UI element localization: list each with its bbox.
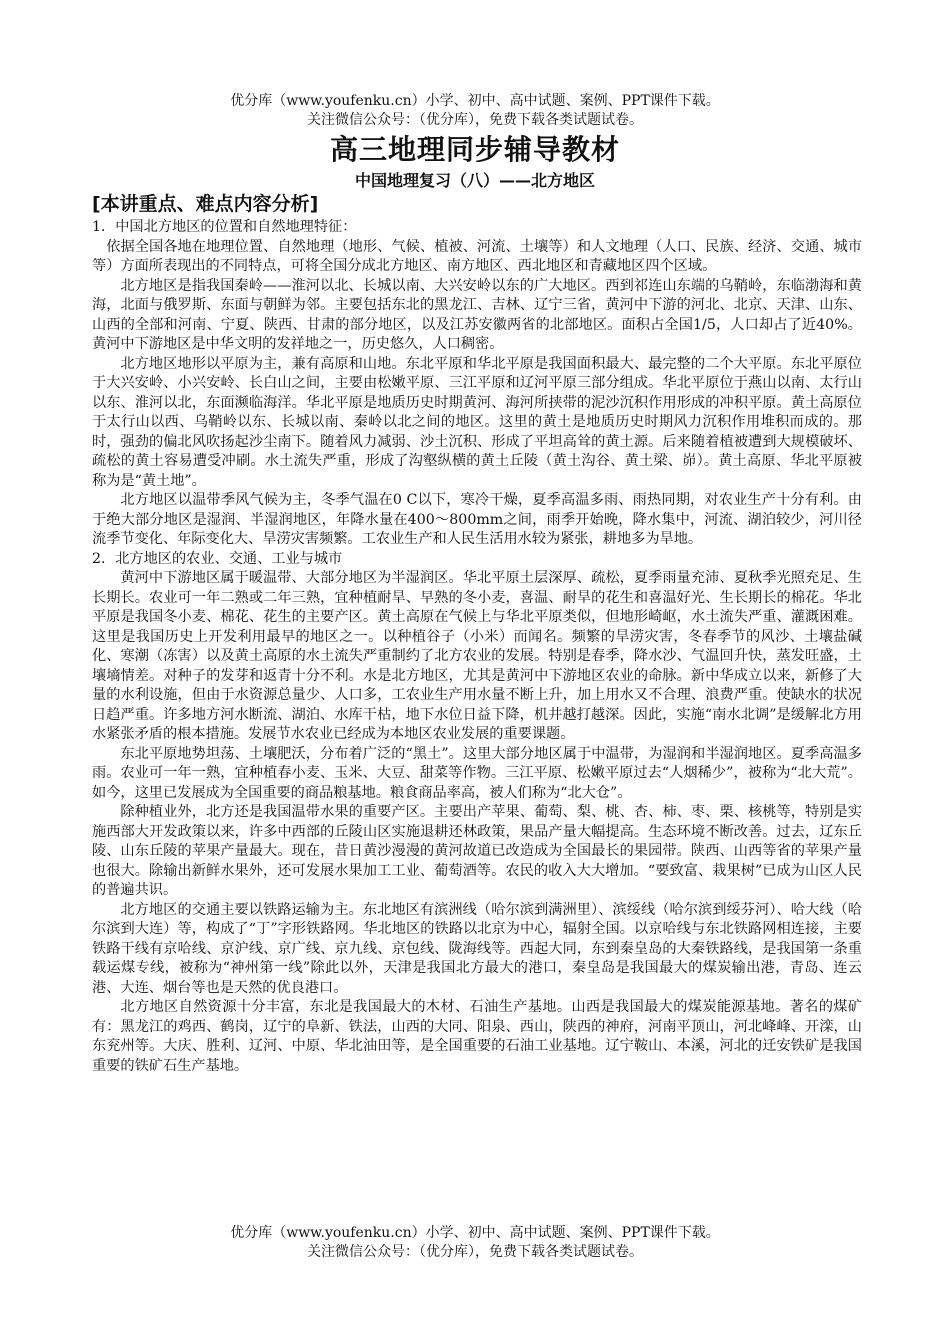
heading-location-features: 1．中国北方地区的位置和自然地理特征：	[92, 219, 357, 235]
footer-line-wechat: 关注微信公众号：（优分库），免费下载各类试题试卷。	[307, 1244, 643, 1260]
header-line-site: 优分库（www.youfenku.cn）小学、初中、高中试题、案例、PPT课件下载。	[230, 93, 720, 109]
paragraph-region-division: 依据全国各地在地理位置、自然地理（地形、气候、植被、河流、土壤等）和人文地理（人口、民族、经济、交通、城市等）方面所表现出的不同特点，可将全国分成北方地区、南方地区、西北地区和青藏地区四个区域。	[92, 238, 862, 274]
paragraph-transportation: 北方地区的交通主要以铁路运输为主。东北地区有滨洲线（哈尔滨到满洲里）、滨绥线（哈尔滨到绥芬河）、哈大线（哈尔滨到大连）等，构成了“丁”字形铁路网。华北地区的铁路以北京为中心，辐射全国。以京哈线与东北铁路网相连接，主要铁路干线有京哈线、京沪线、京广线、京九线、京包线、陇海线等。西起大同，东到秦皇岛的大秦铁路线，是我国第一条重载运煤专线，被称为“神州第一线”除此以外，天津是我国北方最大的港口，秦皇岛是我国最大的煤炭输出港，青岛、连云港、大连、烟台等也是天然的优良港口。	[92, 901, 862, 996]
page-footer	[0, 1224, 950, 1262]
heading-agriculture-transport: 2．北方地区的农业、交通、工业与城市	[92, 550, 343, 567]
footer-line-site: 优分库（www.youfenku.cn）小学、初中、高中试题、案例、PPT课件下载。	[230, 1225, 720, 1241]
document-body	[92, 218, 862, 1076]
paragraph-fruit-production: 除种植业外，北方还是我国温带水果的重要产区。主要出产苹果、葡萄、梨、桃、杏、柿、枣、栗、核桃等，特别是实施西部大开发政策以来，许多中西部的丘陵山区实施退耕还林政策，果品产量大幅提高。生态环境不断改善。过去，辽东丘陵、山东丘陵的苹果产量最大。现在，昔日黄沙漫漫的黄河故道已改造成为全国最长的果园带。陕西、山西等省的苹果产量也很大。除输出新鲜水果外，还可发展水果加工工业、葡萄酒等。农民的收入大大增加。“要致富、栽果树”已成为山区人民的普遍共识。	[92, 804, 862, 898]
paragraph-resources: 北方地区自然资源十分丰富，东北是我国最大的木材、石油生产基地。山西是我国最大的煤炭能源基地。著名的煤矿有：黑龙江的鸡西、鹤岗，辽宁的阜新、铁法，山西的大同、阳泉、西山，陕西的神府，河南平顶山，河北峰峰、开滦，山东兖州等。大庆、胜利、辽河、中原、华北油田等，是全国重要的石油工业基地。辽宁鞍山、本溪，河北的迁安铁矿是我国重要的铁矿石生产基地。	[92, 999, 862, 1074]
paragraph-region-extent: 北方地区是指我国秦岭——淮河以北、长城以南、大兴安岭以东的广大地区。西到祁连山东端的乌鞘岭，东临渤海和黄海，北面与俄罗斯、东面与朝鲜为邻。主要包括东北的黑龙江、吉林、辽宁三省，黄河中下游的河北、北京、天津、山东、山西的全部和河南、宁夏、陕西、甘肃的部分地区，以及江苏安徽两省的北部地区。面积占全国1/5，人口却占了近40%。黄河中下游地区是中华文明的发祥地之一，历史悠久，人口稠密。	[92, 277, 862, 352]
paragraph-northeast-plain: 东北平原地势坦荡、土壤肥沃，分布着广泛的“黑土”。这里大部分地区属于中温带，为湿润和半湿润地区。夏季高温多雨。农业可一年一熟，宜种植春小麦、玉米、大豆、甜菜等作物。三江平原、松嫩平原过去“人烟稀少”，被称为“北大荒”。如今，这里已发展成为全国重要的商品粮基地。粮食商品率高，被人们称为“北大仓”。	[92, 745, 862, 801]
paragraph-terrain: 北方地区地形以平原为主，兼有高原和山地。东北平原和华北平原是我国面积最大、最完整的二个大平原。东北平原位于大兴安岭、小兴安岭、长白山之间，主要由松嫩平原、三江平原和辽河平原三部分组成。华北平原位于燕山以南、太行山以东、淮河以北，东面濒临海洋。华北平原是地质历史时期黄河、海河所挟带的泥沙沉积作用形成的冲积平原。黄土高原位于太行山以西、乌鞘岭以东、长城以南、秦岭以北之间的地区。这里的黄土是地质历史时期风力沉积作用堆积而成的。那时，强劲的偏北风吹扬起沙尘南下。随着风力减弱、沙土沉积、形成了平坦高耸的黄土源。后来随着植被遭到大规模破坏、疏松的黄土容易遭受冲刷。水土流失严重，形成了沟壑纵横的黄土丘陵（黄土沟谷、黄土梁、峁）。黄土高原、华北平原被称为是“黄土地”。	[92, 355, 862, 489]
page-header	[0, 92, 950, 130]
header-line-wechat: 关注微信公众号：（优分库），免费下载各类试题试卷。	[307, 112, 643, 128]
paragraph-yellow-river-agriculture: 黄河中下游地区属于暖温带、大部分地区为半湿润区。华北平原土层深厚、疏松，夏季雨量充沛、夏秋季光照充足、生长期长。农业可一年二熟或二年三熟，宜种植耐旱、早熟的冬小麦，喜温、耐旱的花生和喜温好光、生长期长的棉花。华北平原是我国冬小麦、棉花、花生的主要产区。黄土高原在气候上与华北平原类似，但地形崎岖，水土流失严重、灌溉困难。这里是我国历史上开发利用最早的地区之一。以种植谷子（小米）而闻名。频繁的旱涝灾害，冬春季节的风沙、土壤盐碱化、寒潮（冻害）以及黄土高原的水土流失严重制约了北方农业的发展。特别是春季，降水沙、气温回升快，蒸发旺盛，土壤墒情差。对种子的发芽和返青十分不利。水是北方地区，尤其是黄河中下游地区农业的命脉。新中华成立以来，新修了大量的水利设施，但由于水资源总量少、人口多，工农业生产用水量不断上升，加上用水又不合理、浪费严重。使缺水的状况日趋严重。许多地方河水断流、湖泊、水库干枯，地下水位日益下降，机井越打越深。因此，实施“南水北调”是缓解北方用水紧张矛盾的根本措施。发展节水农业已经成为本地区农业发展的重要课题。	[92, 570, 862, 742]
section-heading: [本讲重点、难点内容分析]	[92, 193, 319, 215]
document-title: 高三地理同步辅导教材	[329, 133, 620, 166]
document-subtitle: 中国地理复习（八）——北方地区	[354, 171, 595, 190]
paragraph-climate: 北方地区以温带季风气候为主，冬季气温在0 C以下，寒冷干燥，夏季高温多雨、雨热同期，对农业生产十分有利。由于绝大部分地区是湿润、半湿润地区，年降水量在400～800mm之间，雨季开始晚，降水集中，河流、湖泊较少，河川径流季节变化、年际变化大、旱涝灾害频繁。工农业生产和人民生活用水较为紧张，耕地多为旱地。	[92, 492, 862, 547]
